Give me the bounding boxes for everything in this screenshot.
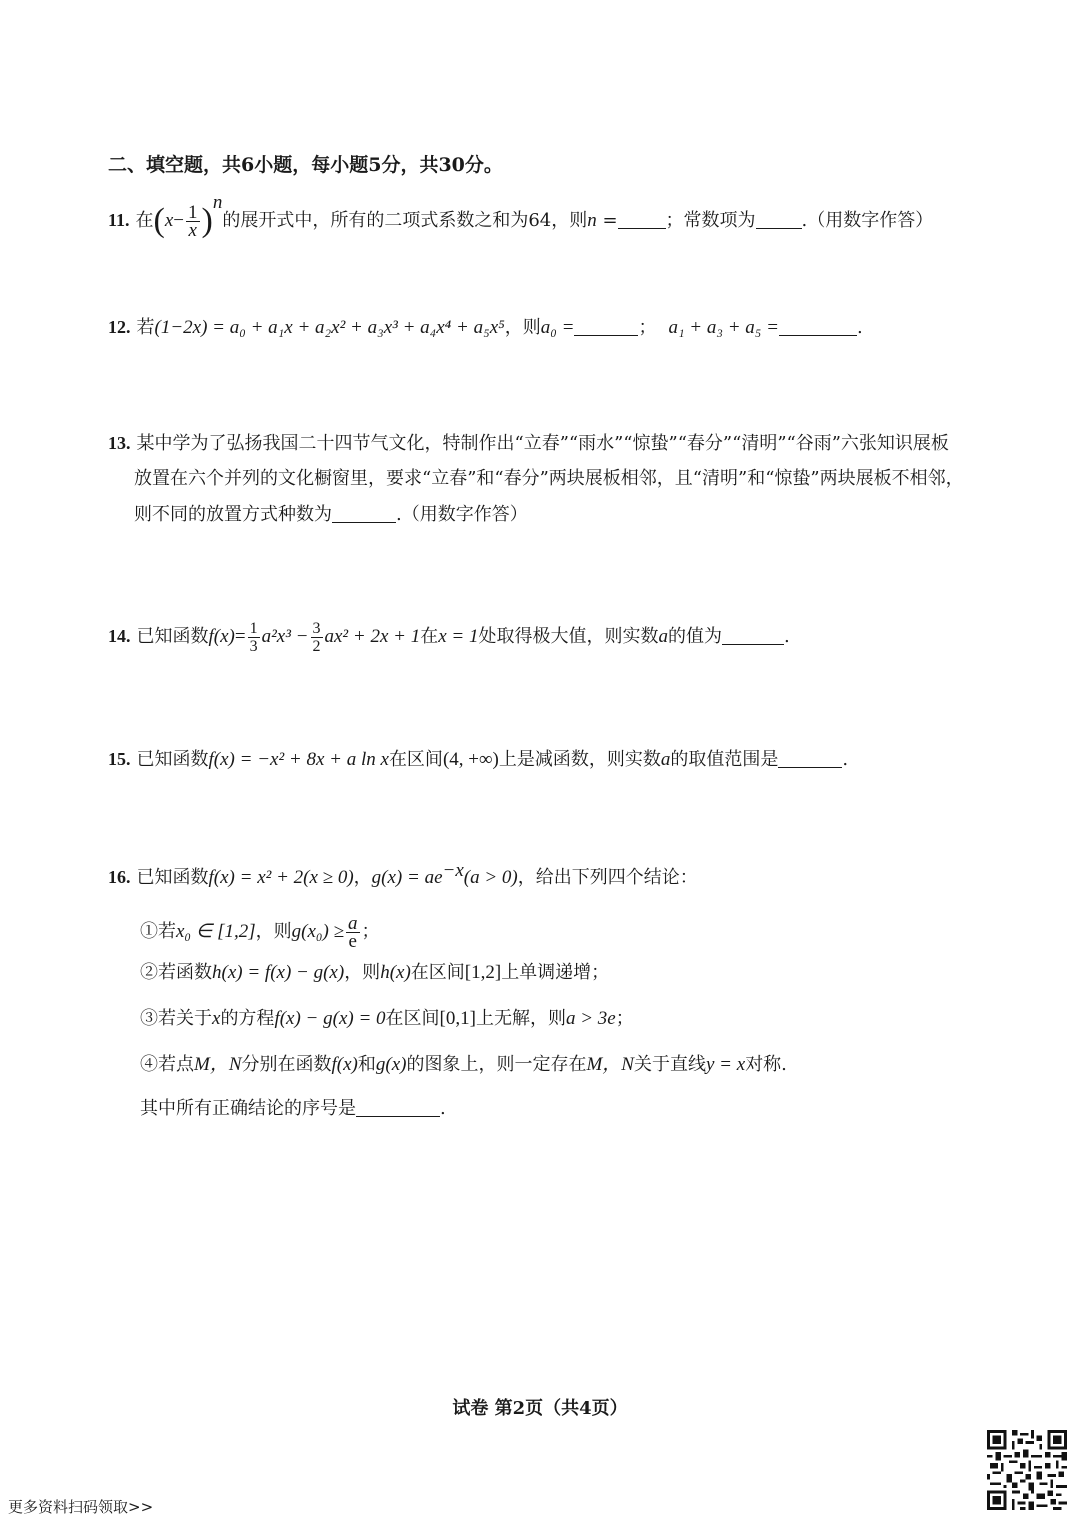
conclusion-1: ①若x₀ ∈ [1,2]，则g(x₀) ≥ $\frac{a}{e}$ ； (140, 912, 380, 952)
fraction: $\frac{1}{x}$ (188, 201, 198, 241)
answer-blank[interactable] (356, 1098, 440, 1117)
question-number: 16. (108, 867, 131, 887)
question-13-line-1: 13. 某中学为了弘扬我国二十四节气文化，特制作出“立春”“雨水”“惊蛰”“春分”“清明”“谷雨”六张知识展板 (108, 433, 949, 454)
question-number: 11. (108, 210, 130, 230)
question-15: 15. 已知函数f(x) = −x² + 8x + a ln x在区间(4, +∞)上是减函数，则实数a的取值范围是 . (108, 749, 849, 770)
question-number: 12. (108, 317, 131, 337)
question-12: 12. 若(1−2x) = a₀ + a₁x + a₂x² + a₃x³ + a₄x⁴ + a₅x⁵，则a₀ = ； a₁ + a₃ + a₅ = . (108, 317, 863, 338)
page-footer: 试卷 第2页（共4页） (452, 1398, 628, 1419)
fraction: $\frac{a}{e}$ (348, 912, 358, 952)
question-16-final: 其中所有正确结论的序号是 . (140, 1098, 446, 1119)
fraction: $\frac{1}{3}$ (249, 619, 258, 655)
question-number: 15. (108, 749, 131, 769)
question-14: 14. 已知函数f(x)= $\frac{1}{3}$ a²x³ − $\frac{3}{2}$ ax² + 2x + 1在x = 1处取得极大值，则实数a的值为 . (108, 619, 790, 655)
answer-blank[interactable] (618, 210, 666, 229)
question-11: 11. 在(x− $\frac{1}{x}$ )$^n$的展开式中，所有的二项式系数之和为64，则n = ；常数项为 .（用数字作答） (108, 192, 934, 241)
answer-blank[interactable] (332, 504, 396, 523)
answer-blank[interactable] (779, 317, 857, 336)
bottom-note: 更多资料扫码领取>> (8, 1498, 154, 1516)
conclusion-2: ②若函数h(x) = f(x) − g(x)，则h(x)在区间[1,2]上单调递增； (140, 962, 610, 983)
question-number: 14. (108, 626, 131, 646)
answer-blank[interactable] (756, 210, 802, 229)
answer-blank[interactable] (778, 749, 842, 768)
conclusion-3: ③若关于x的方程f(x) − g(x) = 0在区间[0,1]上无解，则a > 3e； (140, 1008, 634, 1029)
answer-blank[interactable] (574, 317, 638, 336)
answer-blank[interactable] (722, 626, 784, 645)
question-13-line-3: 则不同的放置方式种数为 .（用数字作答） (134, 504, 528, 525)
section-title: 二、填空题，共6小题，每小题5分，共30分。 (108, 154, 503, 176)
qr-code-icon (987, 1430, 1067, 1510)
question-number: 13. (108, 433, 131, 453)
fraction: $\frac{3}{2}$ (312, 619, 321, 655)
question-16: 16. 已知函数f(x) = x² + 2(x ≥ 0)，$g(x) = ae^{-x}(a > 0)$，给出下列四个结论： (108, 860, 698, 888)
question-13-line-2: 放置在六个并列的文化橱窗里，要求“立春”和“春分”两块展板相邻，且“清明”和“惊蛰”两块展板不相邻， (134, 468, 964, 489)
conclusion-4: ④若点M，N分别在函数f(x)和g(x)的图象上，则一定存在M，N关于直线y = x对称. (140, 1054, 787, 1075)
